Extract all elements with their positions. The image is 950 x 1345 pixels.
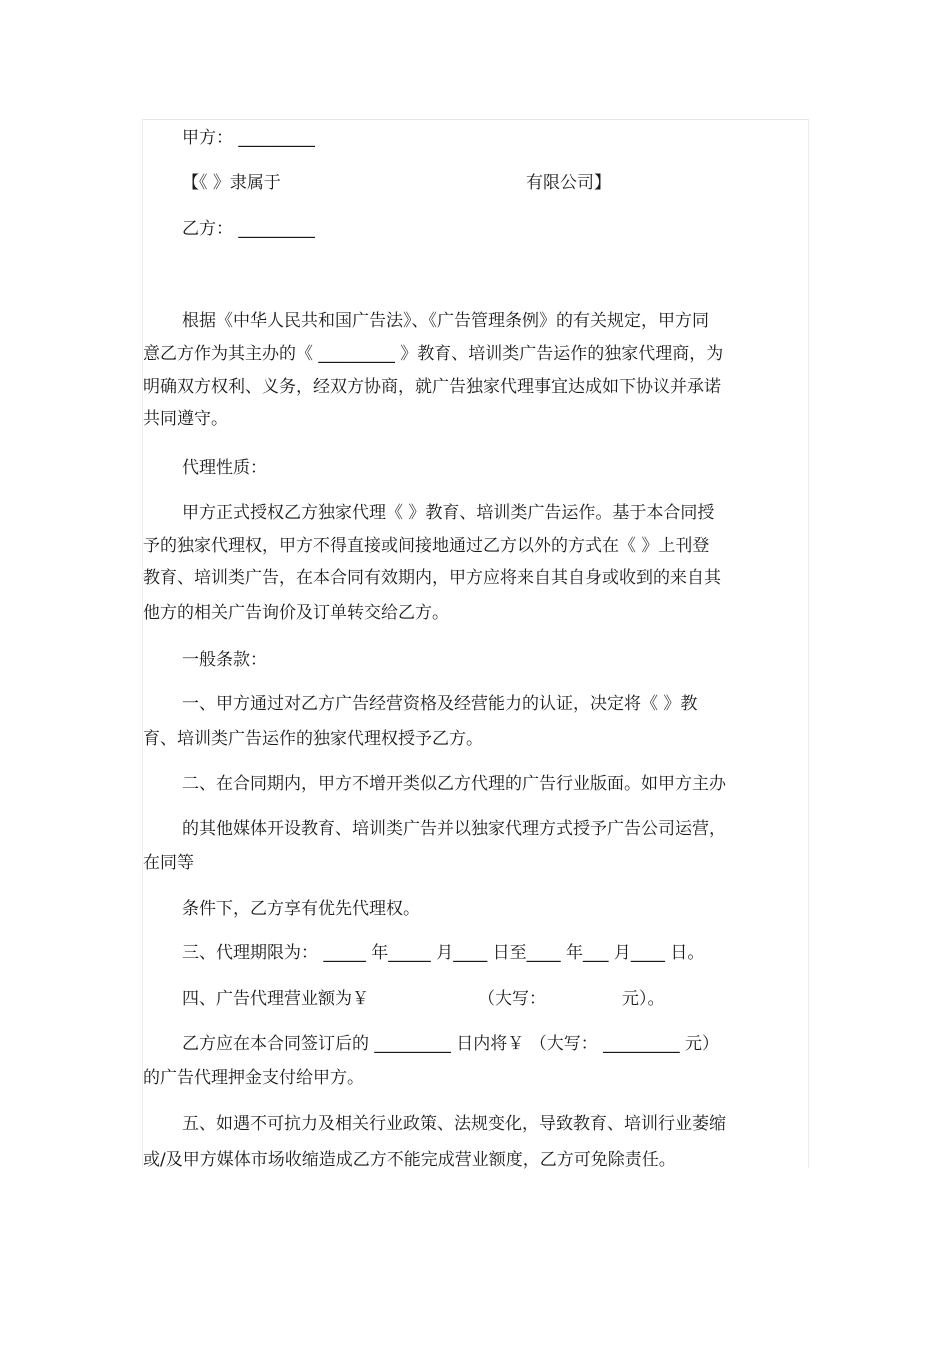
clause5-line-1: 五、如遇不可抗力及相关行业政策、法规变化，导致教育、培训行业萎缩 [182, 1114, 726, 1134]
general-heading: 一般条款： [182, 650, 267, 670]
clause4-right: 元）。 [622, 989, 665, 1009]
preamble-line-1: 根据《中华人民共和国广告法》、《广告管理条例》的有关规定，甲方同 [182, 311, 709, 331]
page-border [142, 119, 809, 1168]
nature-heading: 代理性质： [182, 458, 267, 478]
nature-line-4: 他方的相关广告询价及订单转交给乙方。 [143, 603, 449, 623]
deposit-line-2: 的广告代理押金支付给甲方。 [143, 1068, 364, 1088]
preamble-line-2: 意乙方作为其主办的《 _________ 》教育、培训类广告运作的独家代理商，为 [143, 344, 724, 364]
affiliation-left: 【《 》隶属于 [182, 173, 281, 193]
clause1-line-2: 育、培训类广告运作的独家代理权授予乙方。 [143, 729, 483, 749]
clause3-line: 三、代理期限为： _____ 年_____ 月____ 日至____ 年___ 月____ 日。 [182, 943, 705, 963]
clause5-line-2: 或/及甲方媒体市场收缩造成乙方不能完成营业额度，乙方可免除责任。 [143, 1150, 676, 1170]
party-a-line: 甲方： _________ [182, 128, 315, 148]
clause2-line-4: 条件下，乙方享有优先代理权。 [182, 899, 420, 919]
clause2-line-1: 二、在合同期内，甲方不增开类似乙方代理的广告行业版面。如甲方主办 [182, 774, 726, 794]
preamble-line-3: 明确双方权利、义务，经双方协商，就广告独家代理事宜达成如下协议并承诺 [143, 377, 721, 397]
clause2-line-2: 的其他媒体开设教育、培训类广告并以独家代理方式授予广告公司运营， [182, 819, 726, 839]
nature-line-1: 甲方正式授权乙方独家代理《 》教育、培训类广告运作。基于本合同授 [182, 503, 715, 523]
clause1-line-1: 一、甲方通过对乙方广告经营资格及经营能力的认证，决定将《 》教 [182, 694, 698, 714]
party-b-line: 乙方： _________ [182, 219, 315, 239]
clause2-line-3: 在同等 [143, 853, 194, 873]
deposit-line-1: 乙方应在本合同签订后的 _________ 日内将￥ （大写： _________ 元） [182, 1034, 720, 1054]
clause4-left: 四、广告代理营业额为￥ [182, 989, 369, 1009]
nature-line-2: 予的独家代理权，甲方不得直接或间接地通过乙方以外的方式在《 》上刊登 [143, 536, 710, 556]
clause4-mid: （大写： [478, 989, 546, 1009]
nature-line-3: 教育、培训类广告，在本合同有效期内，甲方应将来自其自身或收到的来自其 [143, 568, 721, 588]
preamble-line-4: 共同遵守。 [143, 409, 228, 429]
affiliation-right: 有限公司】 [526, 173, 611, 193]
